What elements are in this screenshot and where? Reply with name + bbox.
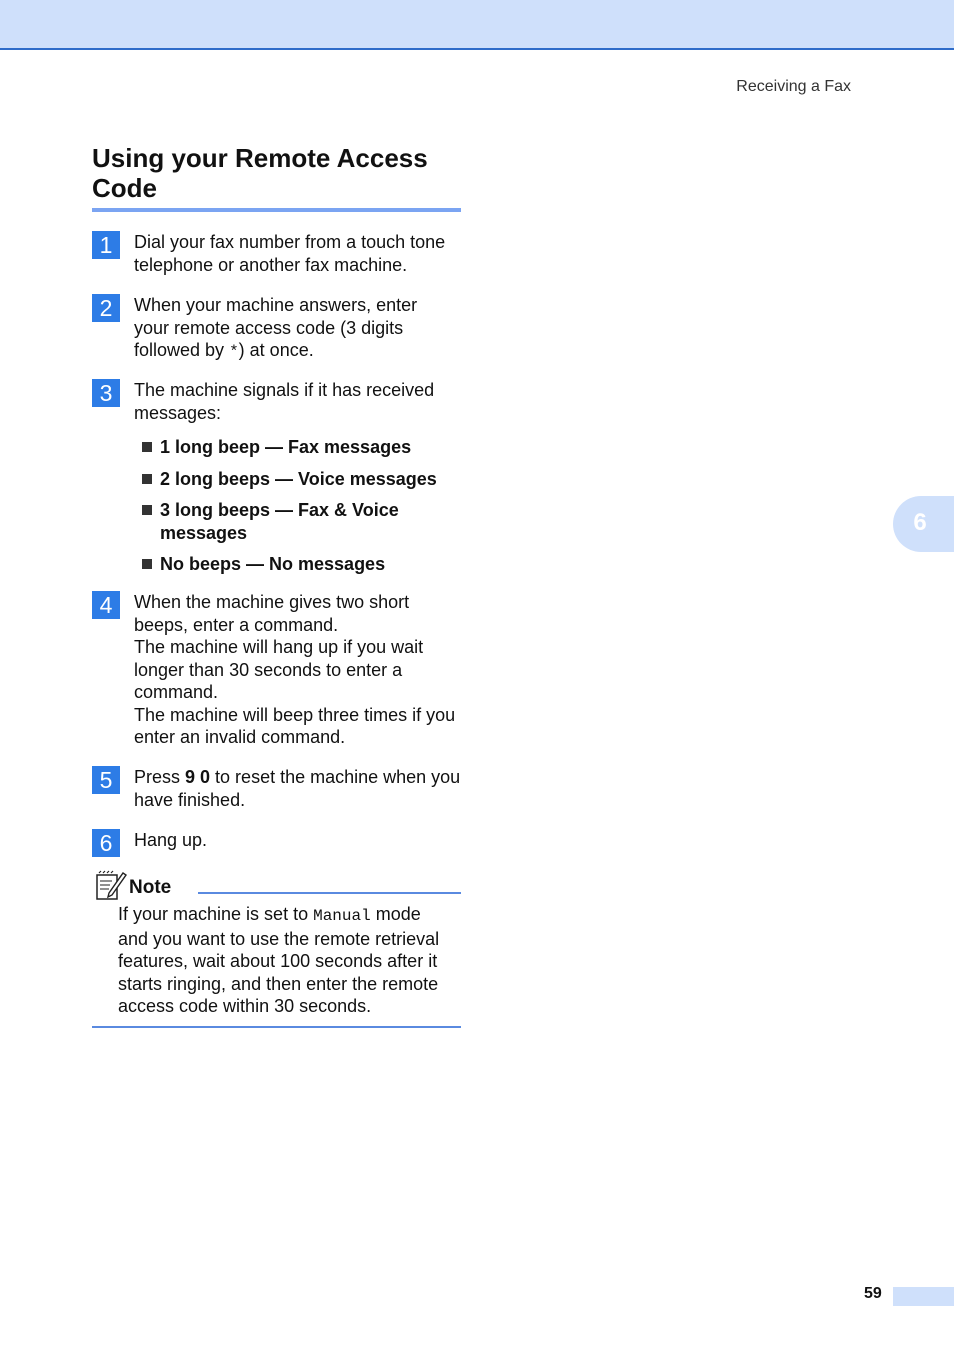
bullet-text: No beeps — No messages (160, 554, 386, 574)
star-key-symbol: * (229, 343, 239, 361)
step-text (134, 231, 462, 276)
step-line: telephone or another fax machine. (134, 254, 408, 275)
step-text (134, 766, 462, 811)
step-line: When your machine answers, enter (134, 295, 418, 315)
note-line: features, wait about 100 seconds after it (118, 951, 438, 971)
step-5 (92, 766, 462, 811)
step-number-badge: 5 (92, 766, 120, 794)
step-text (134, 591, 462, 749)
footer-band (893, 1287, 954, 1306)
text-run: Press (134, 767, 186, 787)
bullet-square-icon (142, 559, 152, 569)
step-6 (92, 829, 462, 856)
text-run: ) at once. (238, 340, 314, 360)
note-divider-top (198, 892, 461, 894)
step-line: command. (134, 682, 219, 702)
text-run: to reset the machine when you (210, 767, 461, 787)
step-line: messages: (134, 402, 222, 423)
note-line: starts ringing, and then enter the remote (118, 973, 439, 994)
bullet-square-icon (142, 505, 152, 515)
step-line: beeps, enter a command. (134, 614, 339, 635)
running-header: Receiving a Fax (736, 78, 851, 95)
step-3 (92, 379, 462, 424)
chapter-tab (893, 496, 954, 552)
note-body (118, 903, 458, 1018)
section-title: Using your Remote Access Code (92, 143, 428, 203)
note-line (118, 903, 458, 928)
title-underline (92, 208, 461, 212)
bullet-square-icon (142, 442, 152, 452)
bullet-text: 2 long beeps — Voice messages (160, 469, 437, 489)
note-title: Note (129, 877, 172, 898)
note-line: and you want to use the remote retrieval (118, 928, 440, 949)
step-line: have finished. (134, 789, 246, 810)
bullet-item (140, 553, 460, 576)
step-number-badge: 6 (92, 829, 120, 857)
step-line: The machine signals if it has received (134, 380, 435, 400)
step-line: longer than 30 seconds to enter a (134, 659, 403, 680)
bullet-text: messages (160, 522, 248, 543)
note-line: access code within 30 seconds. (118, 996, 372, 1016)
bullet-square-icon (142, 474, 152, 484)
step-line: When the machine gives two short (134, 592, 410, 612)
bullet-text: 3 long beeps — Fax & Voice (160, 500, 399, 520)
note-divider-bottom (92, 1026, 461, 1028)
step-line: The machine will beep three times if you (134, 704, 456, 725)
bullet-item (140, 436, 460, 459)
step-line: your remote access code (3 digits (134, 317, 404, 338)
note-pencil-icon (95, 869, 127, 901)
bullet-item (140, 468, 460, 491)
step-line: Dial your fax number from a touch tone (134, 232, 446, 252)
step-4 (92, 591, 462, 749)
step-2 (92, 294, 462, 364)
step-1 (92, 231, 462, 276)
step-line: Hang up. (134, 830, 208, 850)
key-sequence: 9 0 (185, 767, 211, 787)
step-line (134, 339, 462, 364)
text-run: followed by (134, 340, 230, 360)
page-number: 59 (864, 1285, 882, 1302)
step-line (134, 766, 462, 789)
step-line: The machine will hang up if you wait (134, 637, 424, 657)
step-number-badge: 1 (92, 231, 120, 259)
text-run: If your machine is set to (118, 904, 314, 924)
step-line: enter an invalid command. (134, 727, 346, 747)
step-number-badge: 3 (92, 379, 120, 407)
chapter-number: 6 (913, 509, 927, 536)
bullet-text: 1 long beep — Fax messages (160, 437, 412, 457)
step-number-badge: 4 (92, 591, 120, 619)
text-run: mode (370, 904, 421, 924)
step-text (134, 829, 462, 852)
mode-setting: Manual (313, 907, 371, 925)
step-text (134, 379, 462, 424)
step-number-badge: 2 (92, 294, 120, 322)
step-text (134, 294, 462, 364)
header-band (0, 0, 954, 50)
bullet-item (140, 499, 460, 544)
